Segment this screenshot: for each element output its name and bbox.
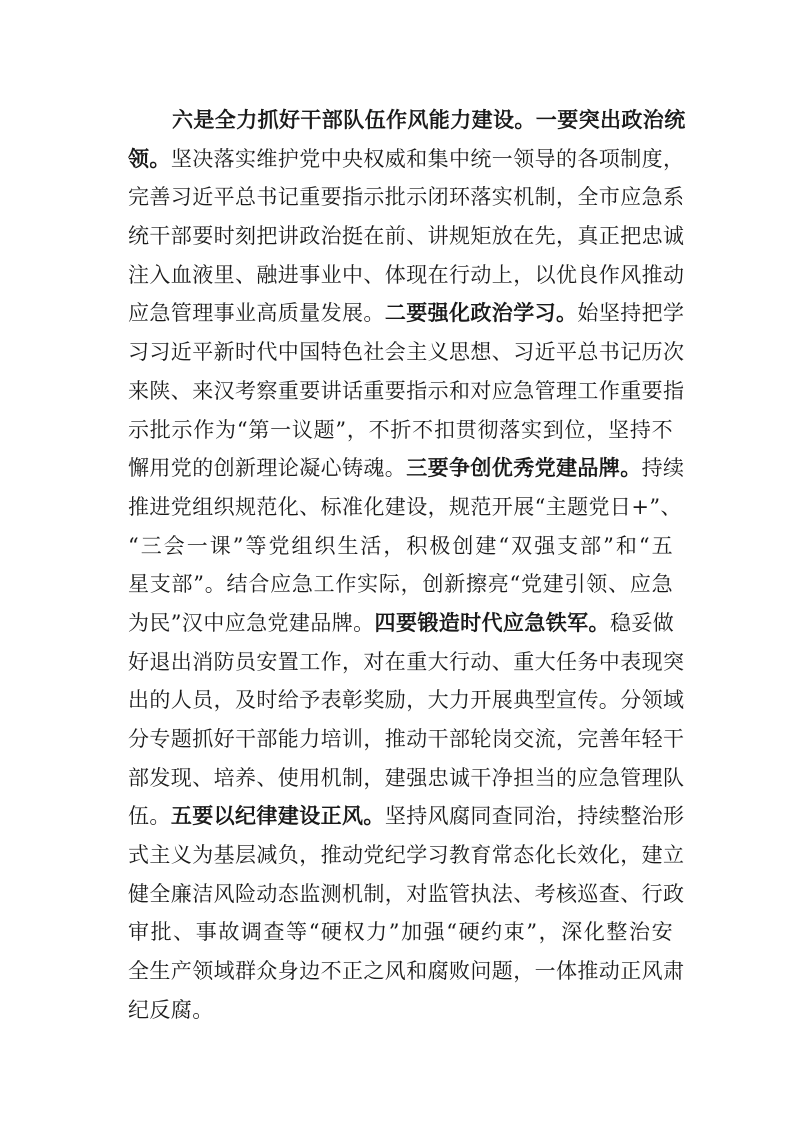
body-paragraph [128,101,686,1030]
body-text: 分专题抓好干部能力培训，推动干部轮岗交流，完善年轻干 [128,727,685,751]
body-text: 纪反腐。 [128,997,214,1022]
body-text: “三会一课”等党组织生活，积极创建“双强支部”和“五 [128,533,673,558]
body-text: 来陕、来汉考察重要讲话重要指示和对应急管理工作重要指 [128,378,685,403]
text-line [128,952,685,991]
body-text: 懈用党的创新理论凝心铸魂。 [128,456,407,481]
body-text: 统干部要时刻把讲政治挺在前、讲规矩放在先，真正把忠诚 [128,224,685,249]
body-text: 稳妥做 [609,610,675,635]
body-text: 完善习近平总书记重要指示批示闭环落实机制，全市应急系 [128,185,685,210]
text-line [128,720,685,759]
text-line [128,643,685,682]
text-line [128,372,685,411]
bold-heading-text: 三要争创优秀党建品牌。 [406,456,642,481]
text-line [128,604,673,643]
text-line [128,488,682,527]
text-line [128,140,685,179]
bold-heading-text: 五要以纪律建设正风。 [170,804,385,829]
body-text: 好退出消防员安置工作，对在重大行动、重大任务中表现突 [128,649,685,674]
bold-heading-text: 六是全力抓好干部队伍作风能力建设。一要突出政治统 [172,108,686,132]
text-line [128,449,685,488]
body-text: 健全廉洁风险动态监测机制，对监管执法、考核巡查、行政 [128,881,685,906]
text-line [128,333,685,372]
body-text: 始坚持把学 [577,301,685,326]
text-line [128,294,685,333]
text-line [128,256,685,295]
body-text: 星支部”。结合应急工作实际，创新擦亮“党建引领、应急 [128,572,673,597]
body-text: 出的人员，及时给予表彰奖励，大力开展典型宣传。分领域 [128,688,685,713]
bold-heading-text: 二要强化政治学习。 [384,301,578,326]
text-line [128,875,685,914]
body-text: 习习近平新时代中国特色社会主义思想、习近平总书记历次 [128,340,685,365]
text-line [128,101,686,140]
text-line [128,836,685,875]
body-text: 示批示作为“第一议题”，不折不扣贯彻落实到位，坚持不 [128,417,673,442]
body-text: 全生产领域群众身边不正之风和腐败问题，一体推动正风肃 [128,959,685,984]
bold-heading-text: 四要锻造时代应急铁军。 [374,610,610,635]
body-text: 应急管理事业高质量发展。 [128,301,385,326]
text-line [128,217,685,256]
text-line [128,527,673,566]
text-line [128,178,685,217]
body-text: 伍。 [128,804,171,829]
body-text: 坚持风腐同查同治，持续整治形 [384,804,685,829]
bold-heading-text: 领。 [128,146,171,171]
text-line [128,991,673,1030]
body-text: 审批、事故调查等“硬权力”加强“硬约束”，深化整治安 [128,920,673,945]
body-text: 部发现、培养、使用机制，建强忠诚干净担当的应急管理队 [128,765,685,790]
text-line [128,411,673,450]
text-line [128,681,685,720]
text-line [128,797,685,836]
body-text: 坚决落实维护党中央权威和集中统一领导的各项制度， [170,146,685,171]
text-line [128,759,685,798]
body-text: 为民”汉中应急党建品牌。 [128,610,375,635]
body-text: 式主义为基层减负，推动党纪学习教育常态化长效化，建立 [128,843,685,868]
body-text: 推进党组织规范化、标准化建设，规范开展“主题党日+”、 [128,494,682,519]
body-text: 持续 [641,456,685,481]
text-line [128,565,673,604]
text-line [128,913,673,952]
body-text: 注入血液里、融进事业中、体现在行动上，以优良作风推动 [128,262,685,287]
